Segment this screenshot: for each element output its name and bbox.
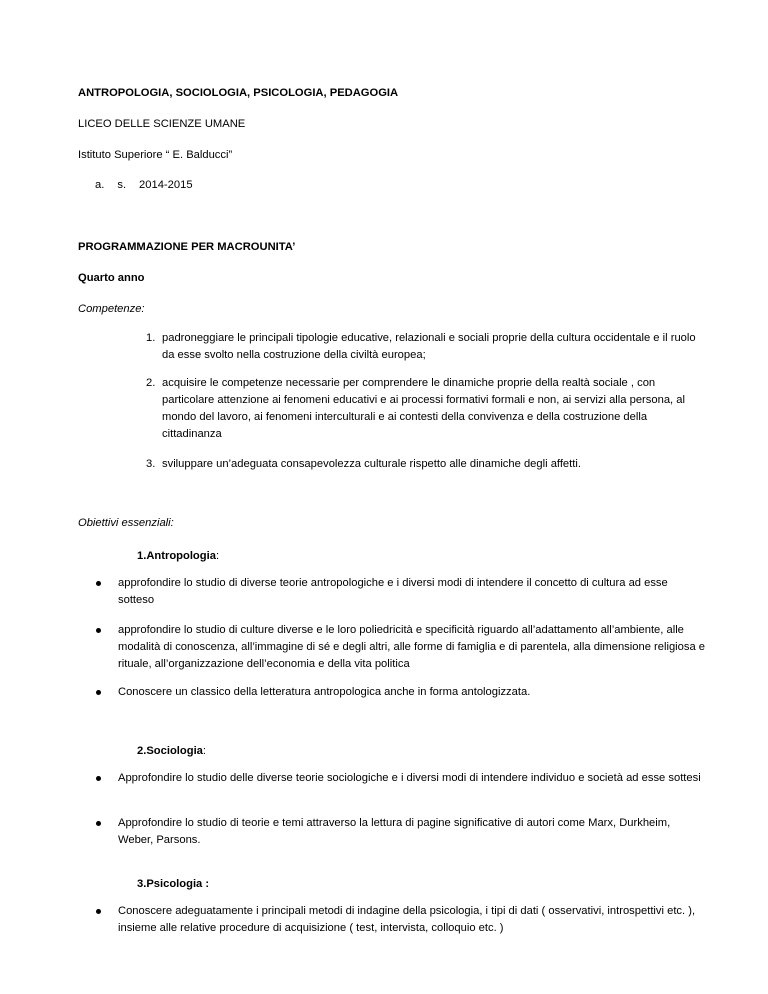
school-year-a: a. — [95, 179, 105, 191]
competenza-text: padroneggiare le principali tipologie educative, relazionali e sociali proprie della cultura occidentale e il ruolo da esse svolto nella costruzione della civiltà europea; — [162, 332, 696, 361]
list-item — [96, 622, 706, 673]
bullet-icon — [96, 581, 101, 586]
obiettivi-label: Obiettivi essenziali: — [78, 517, 174, 529]
competenza-text: sviluppare un’adeguata consapevolezza culturale rispetto alle dinamiche degli affetti. — [162, 458, 581, 470]
list-item-text: Conoscere un classico della letteratura antropologica anche in forma antologizzata. — [118, 686, 531, 698]
section-heading-psicologia: 3.Psicologia : — [137, 878, 210, 890]
document-title: ANTROPOLOGIA, SOCIOLOGIA, PSICOLOGIA, PEDAGOGIA — [78, 87, 399, 99]
school-type: LICEO DELLE SCIENZE UMANE — [78, 118, 246, 130]
school-year-value: 2014-2015 — [139, 179, 193, 191]
list-item — [96, 575, 706, 609]
section-heading-sociologia — [137, 744, 206, 758]
competenza-item — [146, 330, 706, 364]
programmazione-title: PROGRAMMAZIONE PER MACROUNITA’ — [78, 241, 296, 253]
list-item-text: Approfondire lo studio delle diverse teorie sociologiche e i diversi modi di intendere individuo e società ad esse sottesi — [118, 772, 701, 784]
list-item-text: Approfondire lo studio di teorie e temi attraverso la lettura di pagine significative di autori come Marx, Durkheim, Weber, Parsons. — [118, 817, 671, 846]
list-item — [96, 770, 706, 787]
list-item — [96, 684, 706, 701]
bullet-icon — [96, 821, 101, 826]
list-item — [96, 903, 706, 937]
bullet-icon — [96, 690, 101, 695]
list-item-text: approfondire lo studio di diverse teorie antropologiche e i diversi modi di intendere il concetto di cultura ad esse sotteso — [118, 577, 668, 606]
competenza-item — [146, 456, 706, 473]
school-year — [95, 178, 193, 192]
list-item-text: approfondire lo studio di culture diverse e le loro poliedricità e specificità riguardo all’adattamento all’ambiente, alle modalità di conoscenza, all’immagine di sé e degli altri, alle forme di famiglia e di parentela, alla dimensione religiosa e rituale, all’organizzazione dell’economia e della vita politica — [118, 624, 706, 670]
list-item — [96, 815, 706, 849]
school-year-s: s. — [117, 179, 127, 191]
competenza-text: acquisire le competenze necessarie per comprendere le dinamiche proprie della realtà sociale , con particolare attenzione ai fenomeni educativi e ai processi formativi formali e non, ai servizi alla persona, al mondo del lavoro, ai fenomeni interculturali e ai contesti della convivenza e della costruzione della cittadinanza — [162, 377, 685, 440]
antropologia-heading-text: 1.Antropologia — [137, 550, 216, 562]
competenza-number: 3. — [146, 458, 156, 470]
anno-label: Quarto anno — [78, 272, 145, 284]
competenza-number: 1. — [146, 332, 156, 344]
antropologia-heading-colon: : — [215, 550, 220, 562]
competenza-item — [146, 375, 706, 443]
sociologia-heading-colon: : — [202, 745, 207, 757]
competenze-label: Competenze: — [78, 303, 145, 315]
list-item-text: Conoscere adeguatamente i principali metodi di indagine della psicologia, i tipi di dati ( osservativi, introspettivi etc. ), insieme alle relative procedure di acquisizione ( test, intervista, colloquio etc. ) — [118, 905, 696, 934]
sociologia-heading-text: 2.Sociologia — [137, 745, 203, 757]
section-heading-antropologia — [137, 549, 219, 563]
institute-name: Istituto Superiore “ E. Balducci” — [78, 149, 233, 161]
bullet-icon — [96, 776, 101, 781]
bullet-icon — [96, 909, 101, 914]
bullet-icon — [96, 628, 101, 633]
competenza-number: 2. — [146, 377, 156, 389]
